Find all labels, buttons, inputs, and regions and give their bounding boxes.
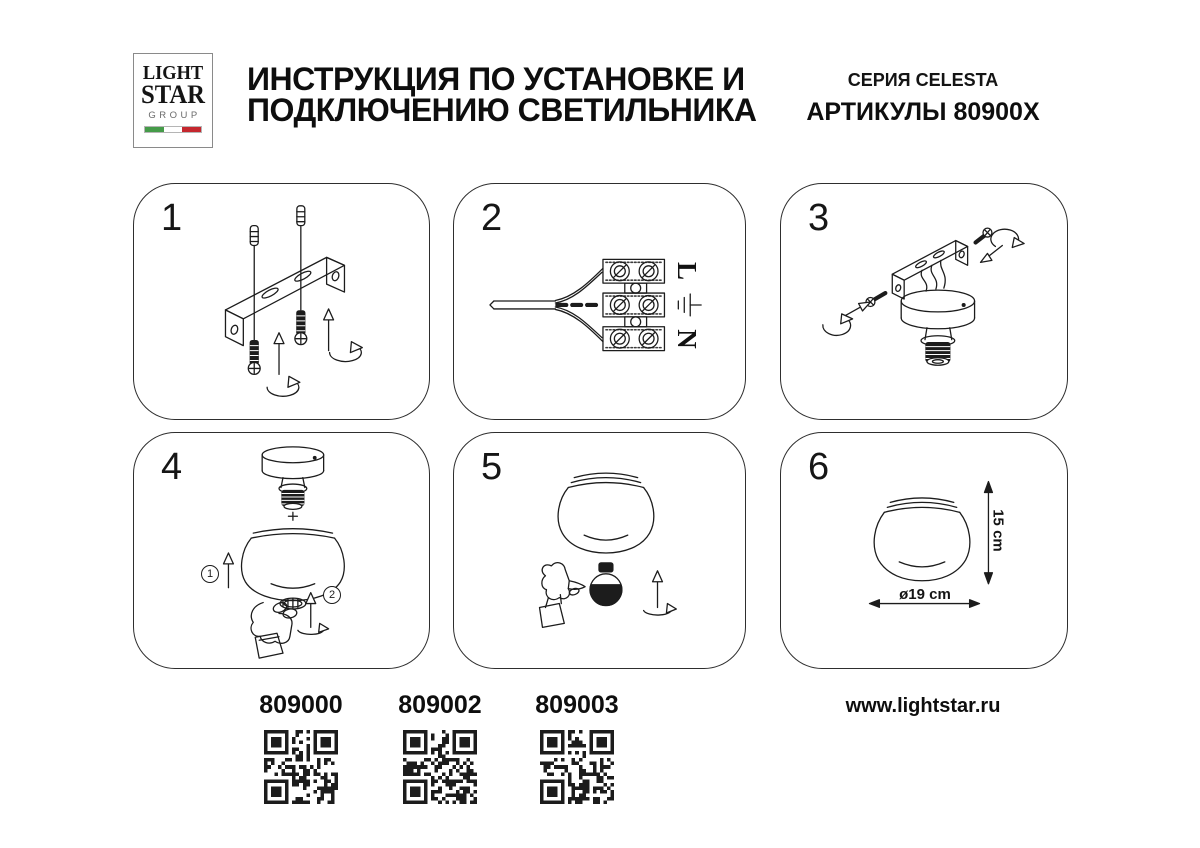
height-dimension-label: 15 cm bbox=[989, 509, 1007, 552]
step-panel-2 bbox=[453, 183, 746, 420]
series-name: СЕРИЯ CELESTA bbox=[847, 70, 999, 90]
qr-code-809003 bbox=[540, 730, 614, 804]
qr-code-809000 bbox=[264, 730, 338, 804]
product-809002 bbox=[385, 691, 495, 804]
step-panel-1 bbox=[133, 183, 430, 420]
diameter-dimension-label: ø19 cm bbox=[899, 586, 951, 603]
step-number-2: 2 bbox=[481, 197, 503, 239]
live-wire-label: L bbox=[672, 261, 702, 280]
flag-red bbox=[182, 127, 201, 132]
product-809000 bbox=[246, 691, 356, 804]
step-number-5: 5 bbox=[481, 446, 503, 488]
earth-ground-icon bbox=[678, 294, 701, 316]
step-number-3: 3 bbox=[808, 197, 830, 239]
step4-marker-1: 1 bbox=[201, 565, 219, 583]
step-panel-5 bbox=[453, 432, 746, 669]
page-title bbox=[247, 61, 757, 128]
website-url: www.lightstar.ru bbox=[845, 695, 1001, 717]
logo-text-light: LIGHT bbox=[142, 62, 204, 84]
page-title-line2: ПОДКЛЮЧЕНИЮ СВЕТИЛЬНИКА bbox=[247, 92, 757, 128]
page-title-line1: ИНСТРУКЦИЯ ПО УСТАНОВКЕ И bbox=[247, 61, 745, 97]
product-code: 809002 bbox=[398, 691, 482, 719]
step-number-6: 6 bbox=[808, 446, 830, 488]
flag-green bbox=[145, 127, 164, 132]
product-code: 809000 bbox=[259, 691, 343, 719]
logo-text-group: GROUP bbox=[148, 110, 201, 121]
step-panel-6 bbox=[780, 432, 1068, 669]
logo-text-star: STAR bbox=[140, 80, 206, 109]
step-number-1: 1 bbox=[161, 197, 183, 239]
qr-code-809002 bbox=[403, 730, 477, 804]
flag-white bbox=[164, 127, 183, 132]
step-number-4: 4 bbox=[161, 446, 183, 488]
step-panel-3 bbox=[780, 183, 1068, 420]
product-code: 809003 bbox=[535, 691, 619, 719]
articles-code: АРТИКУЛЫ 80900X bbox=[806, 98, 1040, 126]
step-panel-4 bbox=[133, 432, 430, 669]
lightstar-logo bbox=[133, 53, 213, 148]
product-809003 bbox=[522, 691, 632, 804]
neutral-wire-label: N bbox=[672, 329, 702, 349]
italian-flag-icon bbox=[144, 126, 202, 133]
step4-marker-2: 2 bbox=[323, 586, 341, 604]
series-block bbox=[795, 70, 1051, 127]
